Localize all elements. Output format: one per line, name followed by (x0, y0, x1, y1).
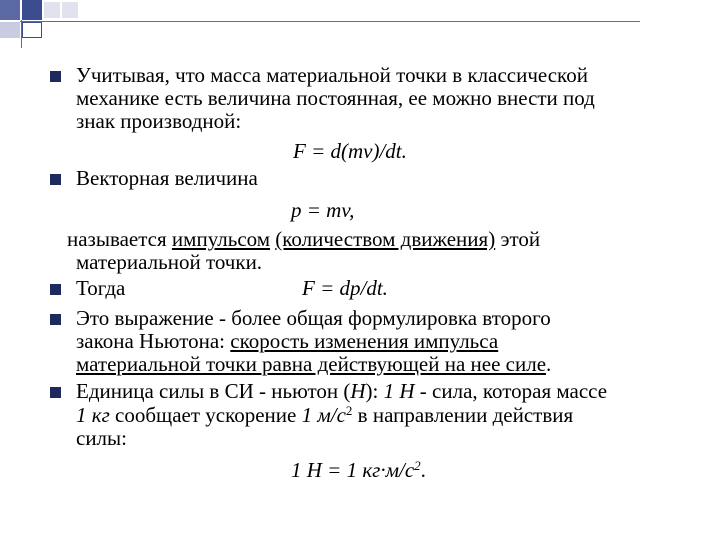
text-line (76, 353, 551, 376)
underlined-term: скорость изменения импульса (230, 329, 499, 353)
formula-end: . (420, 458, 426, 482)
text-line (76, 380, 607, 403)
underlined-term: (количеством движения) (275, 227, 496, 251)
text-line: Тогда (76, 276, 126, 300)
text-line: материальной точки. (76, 250, 263, 274)
bullet-marker (50, 71, 61, 82)
underlined-term: материальной точки равна действующей на нее силе (76, 352, 547, 376)
italic-run: 1 м/с (301, 403, 346, 427)
underlined-term: импульсом (171, 227, 271, 251)
italic-run: 1 кг (76, 403, 110, 427)
bullet-marker (50, 174, 61, 185)
text-run: в направлении действия (352, 403, 574, 427)
text-run: сообщает ускорение (109, 403, 302, 427)
bullet-marker (50, 284, 61, 295)
formula: F = d(mv)/dt. (293, 139, 407, 163)
text-line (67, 228, 540, 251)
text-run: называется (67, 227, 172, 251)
italic-run: 1 Н (383, 379, 415, 403)
text-run: - сила, которая массе (414, 379, 608, 403)
text-line: Это выражение - более общая формулировка второго (76, 306, 551, 330)
text-line: механике есть величина постоянная, ее можно внести под (76, 86, 595, 110)
text-run: закона Ньютона: (76, 329, 231, 353)
text-line: Учитывая, что масса материальной точки в классической (76, 63, 588, 87)
formula-text: 1 Н = 1 кг·м/с (291, 458, 415, 482)
text-line: знак производной: (76, 109, 242, 133)
formula: F = dp/dt. (302, 276, 388, 300)
text-line: силы: (76, 426, 127, 450)
text-run: . (546, 352, 552, 376)
superscript: 2 (414, 458, 421, 473)
text-run: этой (495, 227, 541, 251)
text-run: ): (365, 379, 384, 403)
formula (291, 459, 426, 482)
bullet-marker (50, 314, 61, 325)
bullet-marker (50, 387, 61, 398)
text-line (76, 330, 498, 353)
superscript: 2 (345, 403, 353, 418)
formula: p = mv, (291, 198, 355, 222)
italic-run: Н (350, 379, 366, 403)
text-line: Векторная величина (76, 166, 258, 190)
text-line (76, 404, 573, 427)
text-run: Единица силы в СИ - ньютон ( (76, 379, 351, 403)
